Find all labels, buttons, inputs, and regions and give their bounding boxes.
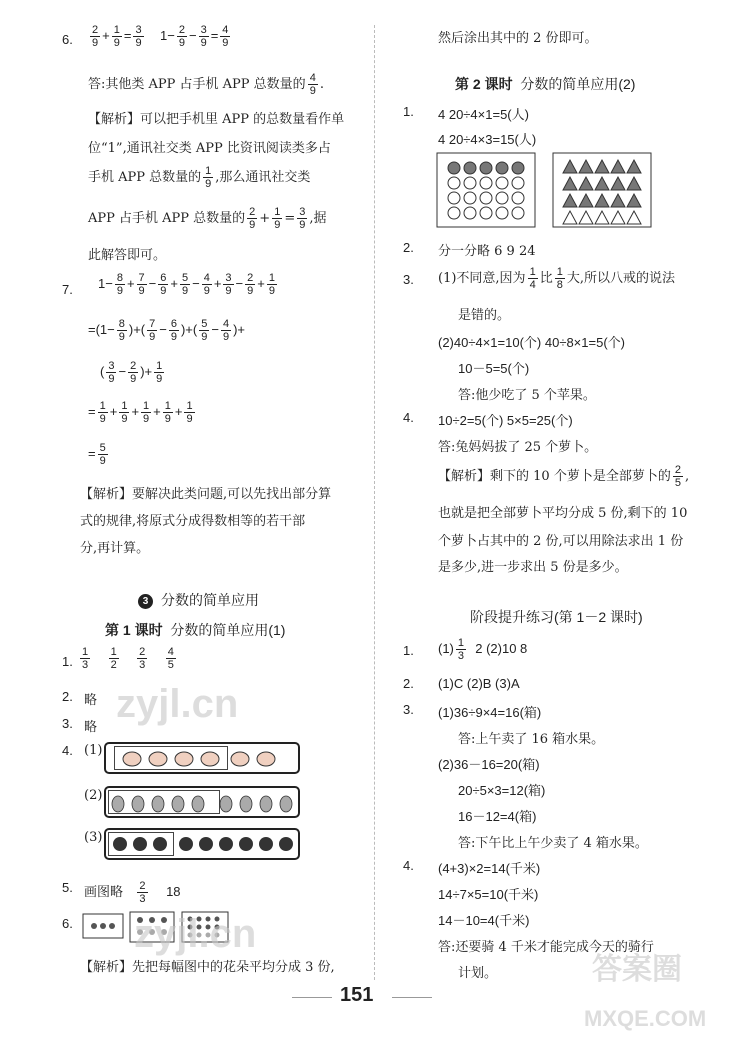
answer-line: 答:其他类 APP 占手机 APP 总数量的 $\frac{4}{9}$ . (88, 72, 324, 97)
question-number: 3. (403, 702, 414, 717)
math-expression: ( $\frac{3}{9}$ − $\frac{2}{9}$ )+ $\frac{1}{9}$ (100, 360, 163, 385)
section-title: 3 分数的简单应用 (138, 590, 259, 610)
question-number: 2. (403, 676, 414, 691)
question-number: 1. (403, 104, 414, 119)
answer-text: 答:下午比上午少卖了 4 箱水果。 (458, 836, 648, 851)
analysis-line: 【解析】要解决此类问题,可以先找出部分算 (80, 487, 332, 502)
answer-text: 略 (84, 720, 98, 735)
analysis-line: 也就是把全部萝卜平均分成 5 份,剩下的 10 (438, 506, 688, 521)
answer-text: 分一分略 6 9 24 (438, 244, 536, 259)
answer-text: 16－12=4(箱) (458, 809, 537, 824)
answer-text: 10÷2=5(个) 5×5=25(个) (438, 413, 573, 428)
analysis-line: 分,再计算。 (80, 541, 150, 556)
answer-text: (1)不同意,因为 $\frac{1}{4}$ 比 $\frac{1}{8}$ 大,所以八戒的说法 (438, 266, 675, 291)
question-number: 5. (62, 880, 73, 895)
answer-text: 计划。 (458, 966, 498, 981)
question-number: 7. (62, 282, 73, 297)
pineapple-icon-row (106, 788, 298, 816)
question-number: 6. (62, 32, 73, 47)
section-badge: 3 (138, 594, 153, 609)
answer-text: (1)36÷9×4=16(箱) (438, 705, 542, 720)
analysis-line: 此解答即可。 (88, 248, 167, 263)
watermark: MXQE.COM (584, 1006, 707, 1031)
answer-text: 略 (84, 693, 98, 708)
sub-label: (1) (84, 743, 103, 758)
math-expression: = $\frac{5}{9}$ (88, 442, 106, 467)
analysis-line: 【解析】可以把手机里 APP 的总数量看作单 (88, 112, 345, 127)
question-number: 3. (403, 272, 414, 287)
page-rule-left (292, 997, 332, 998)
answer-text: 14÷7×5=10(千米) (438, 887, 539, 902)
watermark: 答案圈 (592, 953, 682, 986)
analysis-line: 个萝卜占其中的 2 份,可以用除法求出 1 份 (438, 534, 684, 549)
peach-icon-row (106, 744, 298, 772)
continued-line: 然后涂出其中的 2 份即可。 (438, 31, 598, 46)
answer-text: 4 20÷4×1=5(人) (438, 107, 529, 122)
answer-text: 画图略 $\frac{2}{3}$ 18 (84, 880, 181, 905)
question-number: 4. (62, 743, 73, 758)
stage-practice-title: 阶段提升练习(第 1－2 课时) (470, 609, 643, 625)
answer-text: 4 20÷4×3=15(人) (438, 132, 537, 147)
fraction-list: $\frac{1}{3}$ $\frac{1}{2}$ $\frac{2}{3}$ $\frac{4}{5}$ (82, 646, 174, 671)
answer-text: (1) $\frac{1}{3}$ 2 (2)10 8 (438, 637, 528, 662)
analysis-line: 手机 APP 总数量的 $\frac{1}{9}$ ,那么通讯社交类 (88, 165, 311, 190)
answer-text: 20÷5×3=12(箱) (458, 783, 546, 798)
watermark: zyjl.cn (116, 682, 239, 726)
analysis-line: 位“1”,通讯社交类 APP 比资讯阅读类多占 (88, 141, 331, 156)
math-expression: = $\frac{1}{9}$ + $\frac{1}{9}$ + $\frac{1}{9}$ + $\frac{1}{9}$ + $\frac{1}{9}$ (88, 400, 193, 425)
answer-text: 10－5=5(个) (458, 361, 530, 376)
question-number: 6. (62, 916, 73, 931)
question-number: 3. (62, 716, 73, 731)
question-number: 2. (403, 240, 414, 255)
answer-text: 是错的。 (458, 308, 511, 323)
answer-text: (1)C (2)B (3)A (438, 676, 520, 691)
question-number: 1. (403, 643, 414, 658)
column-divider (374, 25, 375, 980)
pineapple-figure (104, 786, 300, 818)
answer-text: 答:还要骑 4 千米才能完成今天的骑行 (438, 940, 654, 955)
math-expression: $\frac{2}{9}$ + $\frac{1}{9}$ = $\frac{3}{9}$ 1− $\frac{2}{9}$ − $\frac{3}{9}$ = $\frac{4}{9}$ (92, 24, 229, 49)
lesson-title: 第 2 课时 分数的简单应用(2) (455, 76, 636, 92)
apple-figure (104, 828, 300, 860)
question-number: 4. (403, 410, 414, 425)
answer-text: 答:兔妈妈拔了 25 个萝卜。 (438, 440, 598, 455)
question-number: 4. (403, 858, 414, 873)
triangle-grid-figure (552, 152, 652, 228)
answer-text: (2)40÷4×1=10(个) 40÷8×1=5(个) (438, 335, 625, 350)
question-number: 1. (62, 654, 73, 669)
answer-text: 答:上午卖了 16 箱水果。 (458, 732, 605, 747)
analysis-line: 【解析】剩下的 10 个萝卜是全部萝卜的 $\frac{2}{5}$ , (438, 464, 690, 489)
analysis-line: 式的规律,将原式分成得数相等的若干部 (80, 514, 306, 529)
analysis-line: 是多少,进一步求出 5 份是多少。 (438, 560, 628, 575)
watermark: zyjl.cn (134, 912, 257, 956)
answer-text: 14－10=4(千米) (438, 913, 530, 928)
question-number: 2. (62, 689, 73, 704)
analysis-line: 【解析】先把每幅图中的花朵平均分成 3 份, (80, 960, 335, 975)
apple-icon-row (106, 830, 298, 858)
math-expression: =(1− $\frac{8}{9}$ )+( $\frac{7}{9}$ − $\frac{6}{9}$ )+( $\frac{5}{9}$ − $\frac{4}{9}$ )+ (88, 318, 245, 343)
sub-label: (2) (84, 788, 103, 803)
sub-label: (3) (84, 830, 103, 845)
page-rule-right (392, 997, 432, 998)
page-number: 151 (340, 984, 374, 1006)
math-expression: 1− $\frac{8}{9}$ + $\frac{7}{9}$ − $\frac{6}{9}$ + $\frac{5}{9}$ − $\frac{4}{9}$ + $\frac{3}{9}$ − $\frac{2}{9}$ + $\frac{1}{9}$ (98, 272, 275, 297)
circle-grid-figure (436, 152, 536, 228)
answer-text: (4+3)×2=14(千米) (438, 861, 541, 876)
answer-text: (2)36－16=20(箱) (438, 757, 540, 772)
analysis-line: APP 占手机 APP 总数量的 $\frac{2}{9}$ + $\frac{1}{9}$ = $\frac{3}{9}$ ,据 (88, 206, 327, 231)
lesson-title: 第 1 课时 分数的简单应用(1) (105, 622, 286, 638)
peach-figure (104, 742, 300, 774)
answer-text: 答:他少吃了 5 个苹果。 (458, 388, 596, 403)
